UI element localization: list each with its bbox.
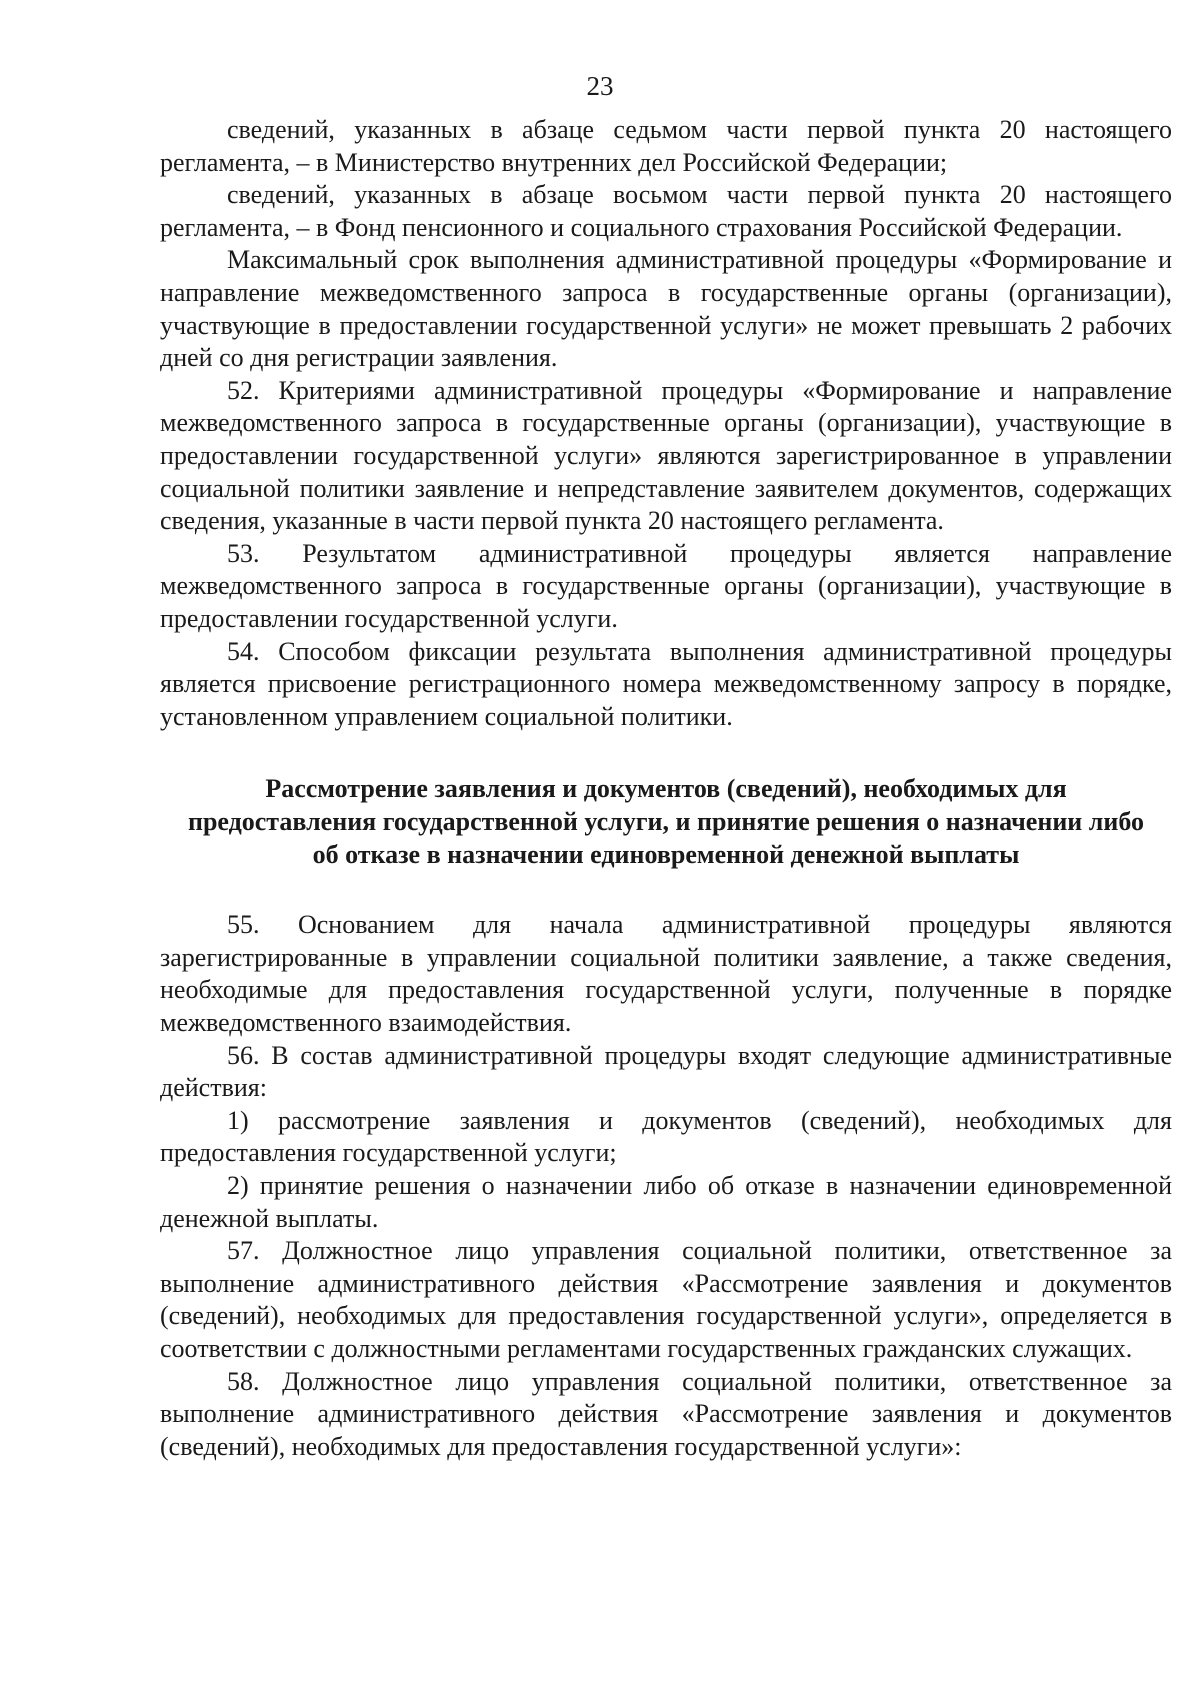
page-number: 23 — [586, 71, 614, 101]
list-item-1: 1) рассмотрение заявления и документов (сведений), необходимых для предоставления государственной услуги; — [160, 1105, 1172, 1168]
paragraph-58: 58. Должностное лицо управления социальной политики, ответственное за выполнение административного действия «Рассмотрение заявления и документов (сведений), необходимых для предоставления государственной услуги»: — [160, 1366, 1172, 1461]
list-item-2: 2) принятие решения о назначении либо об отказе в назначении единовременной денежной выплаты. — [160, 1171, 1172, 1233]
paragraph: сведений, указанных в абзаце восьмом части первой пункта 20 настоящего регламента, – в Фонд пенсионного и социального страхования Российской Федерации. — [160, 180, 1172, 242]
paragraph-55: 55. Основанием для начала административной процедуры являются зарегистрированные в управлении социальной политики заявление, а также сведения, необходимые для предоставления государственной услуги, полученные в порядке межведомственного взаимодействия. — [160, 910, 1172, 1038]
paragraph-57: 57. Должностное лицо управления социальной политики, ответственное за выполнение административного действия «Рассмотрение заявления и документов (сведений), необходимых для предоставления государственной услуги», определяется в соответствии с должностными регламентами государственных гражданских служащих. — [160, 1236, 1172, 1363]
paragraph-52: 52. Критериями административной процедуры «Формирование и направление межведомственного запроса в государственные органы (организации), участвующие в предоставлении государственной услуги» являются зарегистрированное в управлении социальной политики заявление и непредставление заявителем документов, содержащих сведения, указанные в части первой пункта 20 настоящего регламента. — [160, 375, 1172, 536]
paragraph-53: 53. Результатом административной процедуры является направление межведомственного запроса в государственные органы (организации), участвующие в предоставлении государственной услуги. — [160, 538, 1172, 633]
paragraph-54: 54. Способом фиксации результата выполнения административной процедуры является присвоение регистрационного номера межведомственному запросу в порядке, установленном управлением социальной политики. — [160, 636, 1172, 731]
section-heading: Рассмотрение заявления и документов (сведений), необходимых для предоставления государственной услуги, и принятие решения о назначении либо об отказе в назначении единовременной денежной выплаты — [187, 774, 1145, 870]
paragraph: Максимальный срок выполнения административной процедуры «Формирование и направление межведомственного запроса в государственные органы (организации), участвующие в предоставлении государственной услуги» не может превышать 2 рабочих дней со дня регистрации заявления. — [160, 245, 1172, 373]
paragraph-56: 56. В состав административной процедуры входят следующие административные действия: — [160, 1040, 1172, 1103]
document-body — [160, 114, 1172, 1463]
paragraph: сведений, указанных в абзаце седьмом части первой пункта 20 настоящего регламента, – в Министерство внутренних дел Российской Федерации; — [160, 115, 1172, 177]
